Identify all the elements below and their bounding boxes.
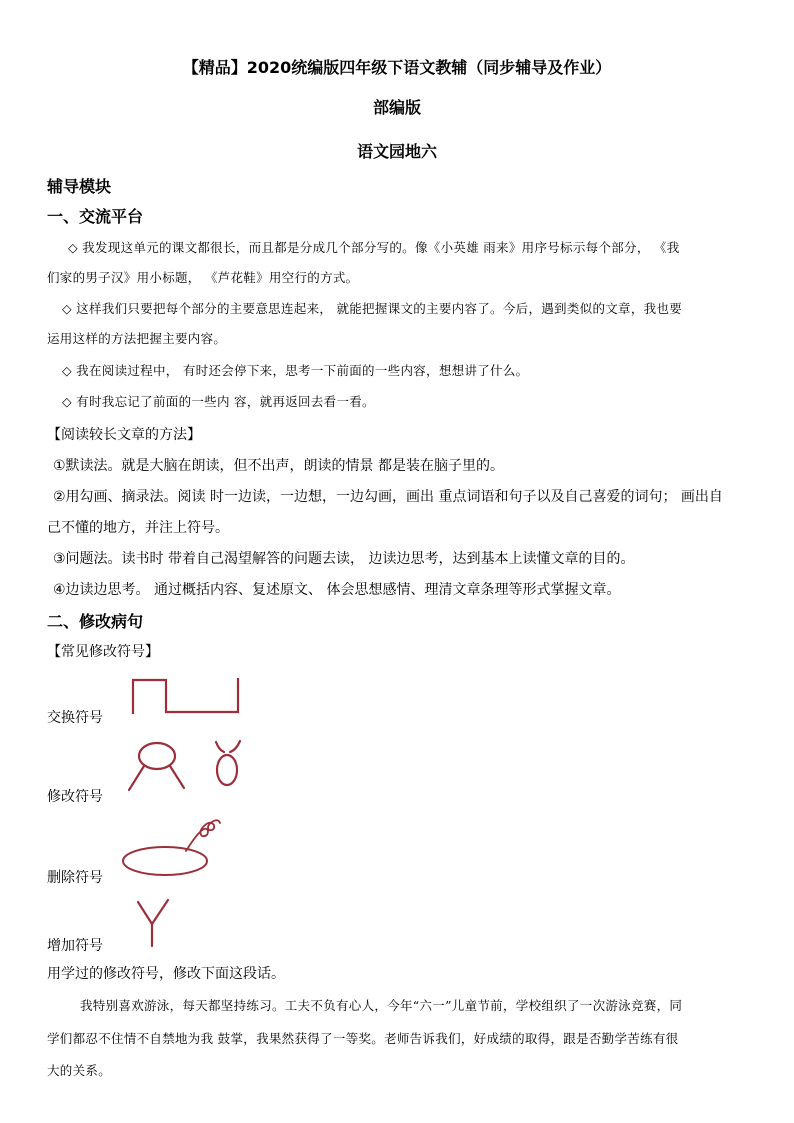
symbols-heading: 【常见修改符号】 [47, 644, 159, 660]
passage-line3: 大的关系。 [47, 1063, 112, 1078]
document-subtitle: 部编版 [372, 98, 421, 117]
method-2-line1: ②用勾画、摘录法。阅读 时一边读，一边想，一边勾画，画出 重点词语和句子以及自己喜爱的词句； 画出自 [53, 489, 723, 505]
para1-line2: 们家的男子汉》用小标题， 《芦花鞋》用空行的方式。 [47, 270, 359, 285]
modify-symbol-label: 修改符号 [47, 789, 103, 805]
section1-heading: 一、交流平台 [47, 207, 144, 226]
passage-line2: 学们都忍不住情不自禁地为我 鼓掌，我果然获得了一等奖。老师告诉我们，好成绩的取得，跟是否勤学苦练有很 [47, 1031, 679, 1046]
insert-symbol-label: 增加符号 [47, 938, 103, 954]
document-title: 【精品】2020统编版四年级下语文教辅（同步辅导及作业） [182, 58, 612, 77]
reading-methods-heading: 【阅读较长文章的方法】 [47, 427, 201, 443]
method-2-line2: 己不懂的地方，并注上符号。 [47, 520, 229, 536]
delete-symbol-label: 删除符号 [47, 870, 103, 886]
modify-symbol-icon [124, 738, 254, 796]
section2-heading: 二、修改病句 [47, 612, 144, 631]
para2-line2: 运用这样的方法把握主要内容。 [47, 331, 227, 346]
swap-symbol-icon [128, 674, 246, 718]
passage-line1: 我特别喜欢游泳，每天都坚持练习。工夫不负有心人，今年“六一”儿童节前，学校组织了一次游泳竞赛，同 [80, 998, 683, 1013]
para3: ◇ 我在阅读过程中， 有时还会停下来，思考一下前面的一些内容，想想讲了什么。 [62, 363, 529, 378]
section-guide-heading: 辅导模块 [47, 177, 112, 196]
para1-line1: ◇ 我发现这单元的课文都很长，而且都是分成几个部分写的。像《小英雄 雨来》用序号标示每个部分， 《我 [68, 240, 680, 255]
unit-title: 语文园地六 [356, 142, 437, 161]
method-3: ③问题法。读书时 带着自己渴望解答的问题去读， 边读边思考，达到基本上读懂文章的目的。 [53, 551, 635, 567]
method-1: ①默读法。就是大脑在朗读，但不出声，朗读的情景 都是装在脑子里的。 [53, 458, 504, 474]
para4: ◇ 有时我忘记了前面的一些内 容，就再返回去看一看。 [62, 394, 375, 409]
delete-symbol-icon [120, 818, 230, 880]
swap-symbol-label: 交换符号 [47, 710, 103, 726]
exercise-instruction: 用学过的修改符号，修改下面这段话。 [47, 966, 285, 982]
method-4: ④边读边思考。 通过概括内容、复述原文、 体会思想感情、理清文章条理等形式掌握文章。 [53, 582, 621, 598]
para2-line1: ◇ 这样我们只要把每个部分的主要意思连起来， 就能把握课文的主要内容了。今后，遇到类似的文章，我也要 [62, 301, 683, 316]
insert-symbol-icon [134, 898, 174, 950]
